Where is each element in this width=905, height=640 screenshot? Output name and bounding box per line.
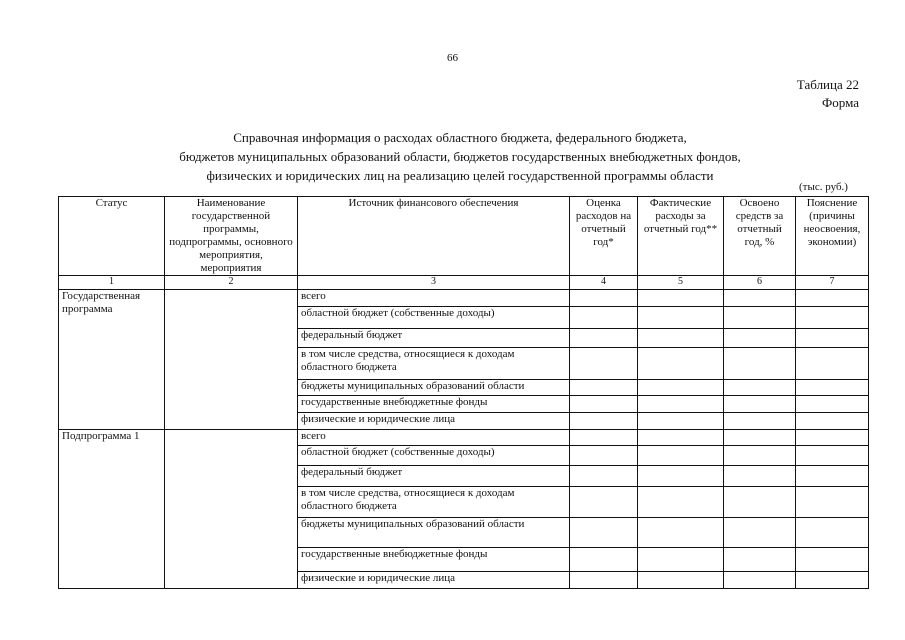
explanation-cell (796, 348, 869, 380)
column-number: 6 (724, 276, 796, 290)
estimate-cell (570, 396, 638, 413)
explanation-cell (796, 396, 869, 413)
utilized-cell (724, 290, 796, 307)
actual-cell (638, 466, 724, 487)
actual-cell (638, 396, 724, 413)
estimate-cell (570, 548, 638, 572)
source-cell: физические и юридические лица (298, 413, 570, 430)
status-cell: Подпрограмма 1 (59, 430, 165, 589)
explanation-cell (796, 548, 869, 572)
source-cell: государственные внебюджетные фонды (298, 396, 570, 413)
actual-cell (638, 329, 724, 348)
name-cell (165, 430, 298, 589)
utilized-cell (724, 487, 796, 518)
document-title (100, 128, 820, 185)
source-cell: в том числе средства, относящиеся к доходам областного бюджета (298, 348, 570, 380)
explanation-cell (796, 413, 869, 430)
header-estimate: Оценка расходов на отчетный год* (570, 197, 638, 276)
estimate-cell (570, 487, 638, 518)
title-line: физических и юридических лиц на реализацию целей государственной программы области (206, 168, 714, 183)
estimate-cell (570, 413, 638, 430)
utilized-cell (724, 307, 796, 329)
utilized-cell (724, 348, 796, 380)
column-number-row (59, 276, 869, 290)
source-cell: федеральный бюджет (298, 329, 570, 348)
header-source: Источник финансового обеспечения (298, 197, 570, 276)
explanation-cell (796, 290, 869, 307)
explanation-cell (796, 572, 869, 589)
header-row (59, 197, 869, 276)
header-status: Статус (59, 197, 165, 276)
estimate-cell (570, 446, 638, 466)
actual-cell (638, 307, 724, 329)
explanation-cell (796, 518, 869, 548)
explanation-cell (796, 307, 869, 329)
actual-cell (638, 548, 724, 572)
estimate-cell (570, 348, 638, 380)
explanation-cell (796, 430, 869, 446)
estimate-cell (570, 380, 638, 396)
estimate-cell (570, 290, 638, 307)
header-actual: Фактические расходы за отчетный год** (638, 197, 724, 276)
explanation-cell (796, 380, 869, 396)
page-number: 66 (447, 52, 458, 64)
column-number: 2 (165, 276, 298, 290)
estimate-cell (570, 430, 638, 446)
header-utilized: Освоено средств за отчетный год, % (724, 197, 796, 276)
source-cell: всего (298, 290, 570, 307)
utilized-cell (724, 380, 796, 396)
actual-cell (638, 487, 724, 518)
column-number: 3 (298, 276, 570, 290)
table-row (59, 430, 869, 446)
column-number: 4 (570, 276, 638, 290)
source-cell: федеральный бюджет (298, 466, 570, 487)
table-label-block (797, 76, 859, 112)
estimate-cell (570, 466, 638, 487)
explanation-cell (796, 446, 869, 466)
actual-cell (638, 430, 724, 446)
utilized-cell (724, 548, 796, 572)
actual-cell (638, 290, 724, 307)
name-cell (165, 290, 298, 430)
actual-cell (638, 413, 724, 430)
title-line: Справочная информация о расходах областного бюджета, федерального бюджета, (233, 130, 687, 145)
utilized-cell (724, 446, 796, 466)
estimate-cell (570, 329, 638, 348)
actual-cell (638, 572, 724, 589)
source-cell: в том числе средства, относящиеся к доходам областного бюджета (298, 487, 570, 518)
estimate-cell (570, 518, 638, 548)
actual-cell (638, 446, 724, 466)
utilized-cell (724, 466, 796, 487)
column-number: 1 (59, 276, 165, 290)
column-number: 5 (638, 276, 724, 290)
explanation-cell (796, 329, 869, 348)
utilized-cell (724, 430, 796, 446)
utilized-cell (724, 396, 796, 413)
table-number: Таблица 22 (796, 77, 859, 92)
utilized-cell (724, 518, 796, 548)
explanation-cell (796, 487, 869, 518)
source-cell: всего (298, 430, 570, 446)
form-label: Форма (822, 95, 859, 110)
estimate-cell (570, 307, 638, 329)
actual-cell (638, 518, 724, 548)
header-name: Наименование государственной программы, подпрограммы, основного мероприятия, мероприятия (165, 197, 298, 276)
estimate-cell (570, 572, 638, 589)
expenses-table (58, 196, 869, 589)
source-cell: областной бюджет (собственные доходы) (298, 446, 570, 466)
status-cell: Государственная программа (59, 290, 165, 430)
utilized-cell (724, 572, 796, 589)
source-cell: государственные внебюджетные фонды (298, 548, 570, 572)
source-cell: физические и юридические лица (298, 572, 570, 589)
utilized-cell (724, 413, 796, 430)
header-explanation: Пояснение (причины неосвоения, экономии) (796, 197, 869, 276)
source-cell: бюджеты муниципальных образований области (298, 380, 570, 396)
source-cell: областной бюджет (собственные доходы) (298, 307, 570, 329)
title-line: бюджетов муниципальных образований области, бюджетов государственных внебюджетных фондов, (179, 149, 741, 164)
column-number: 7 (796, 276, 869, 290)
actual-cell (638, 380, 724, 396)
explanation-cell (796, 466, 869, 487)
units-label: (тыс. руб.) (799, 181, 848, 193)
utilized-cell (724, 329, 796, 348)
source-cell: бюджеты муниципальных образований области (298, 518, 570, 548)
actual-cell (638, 348, 724, 380)
table-row (59, 290, 869, 307)
